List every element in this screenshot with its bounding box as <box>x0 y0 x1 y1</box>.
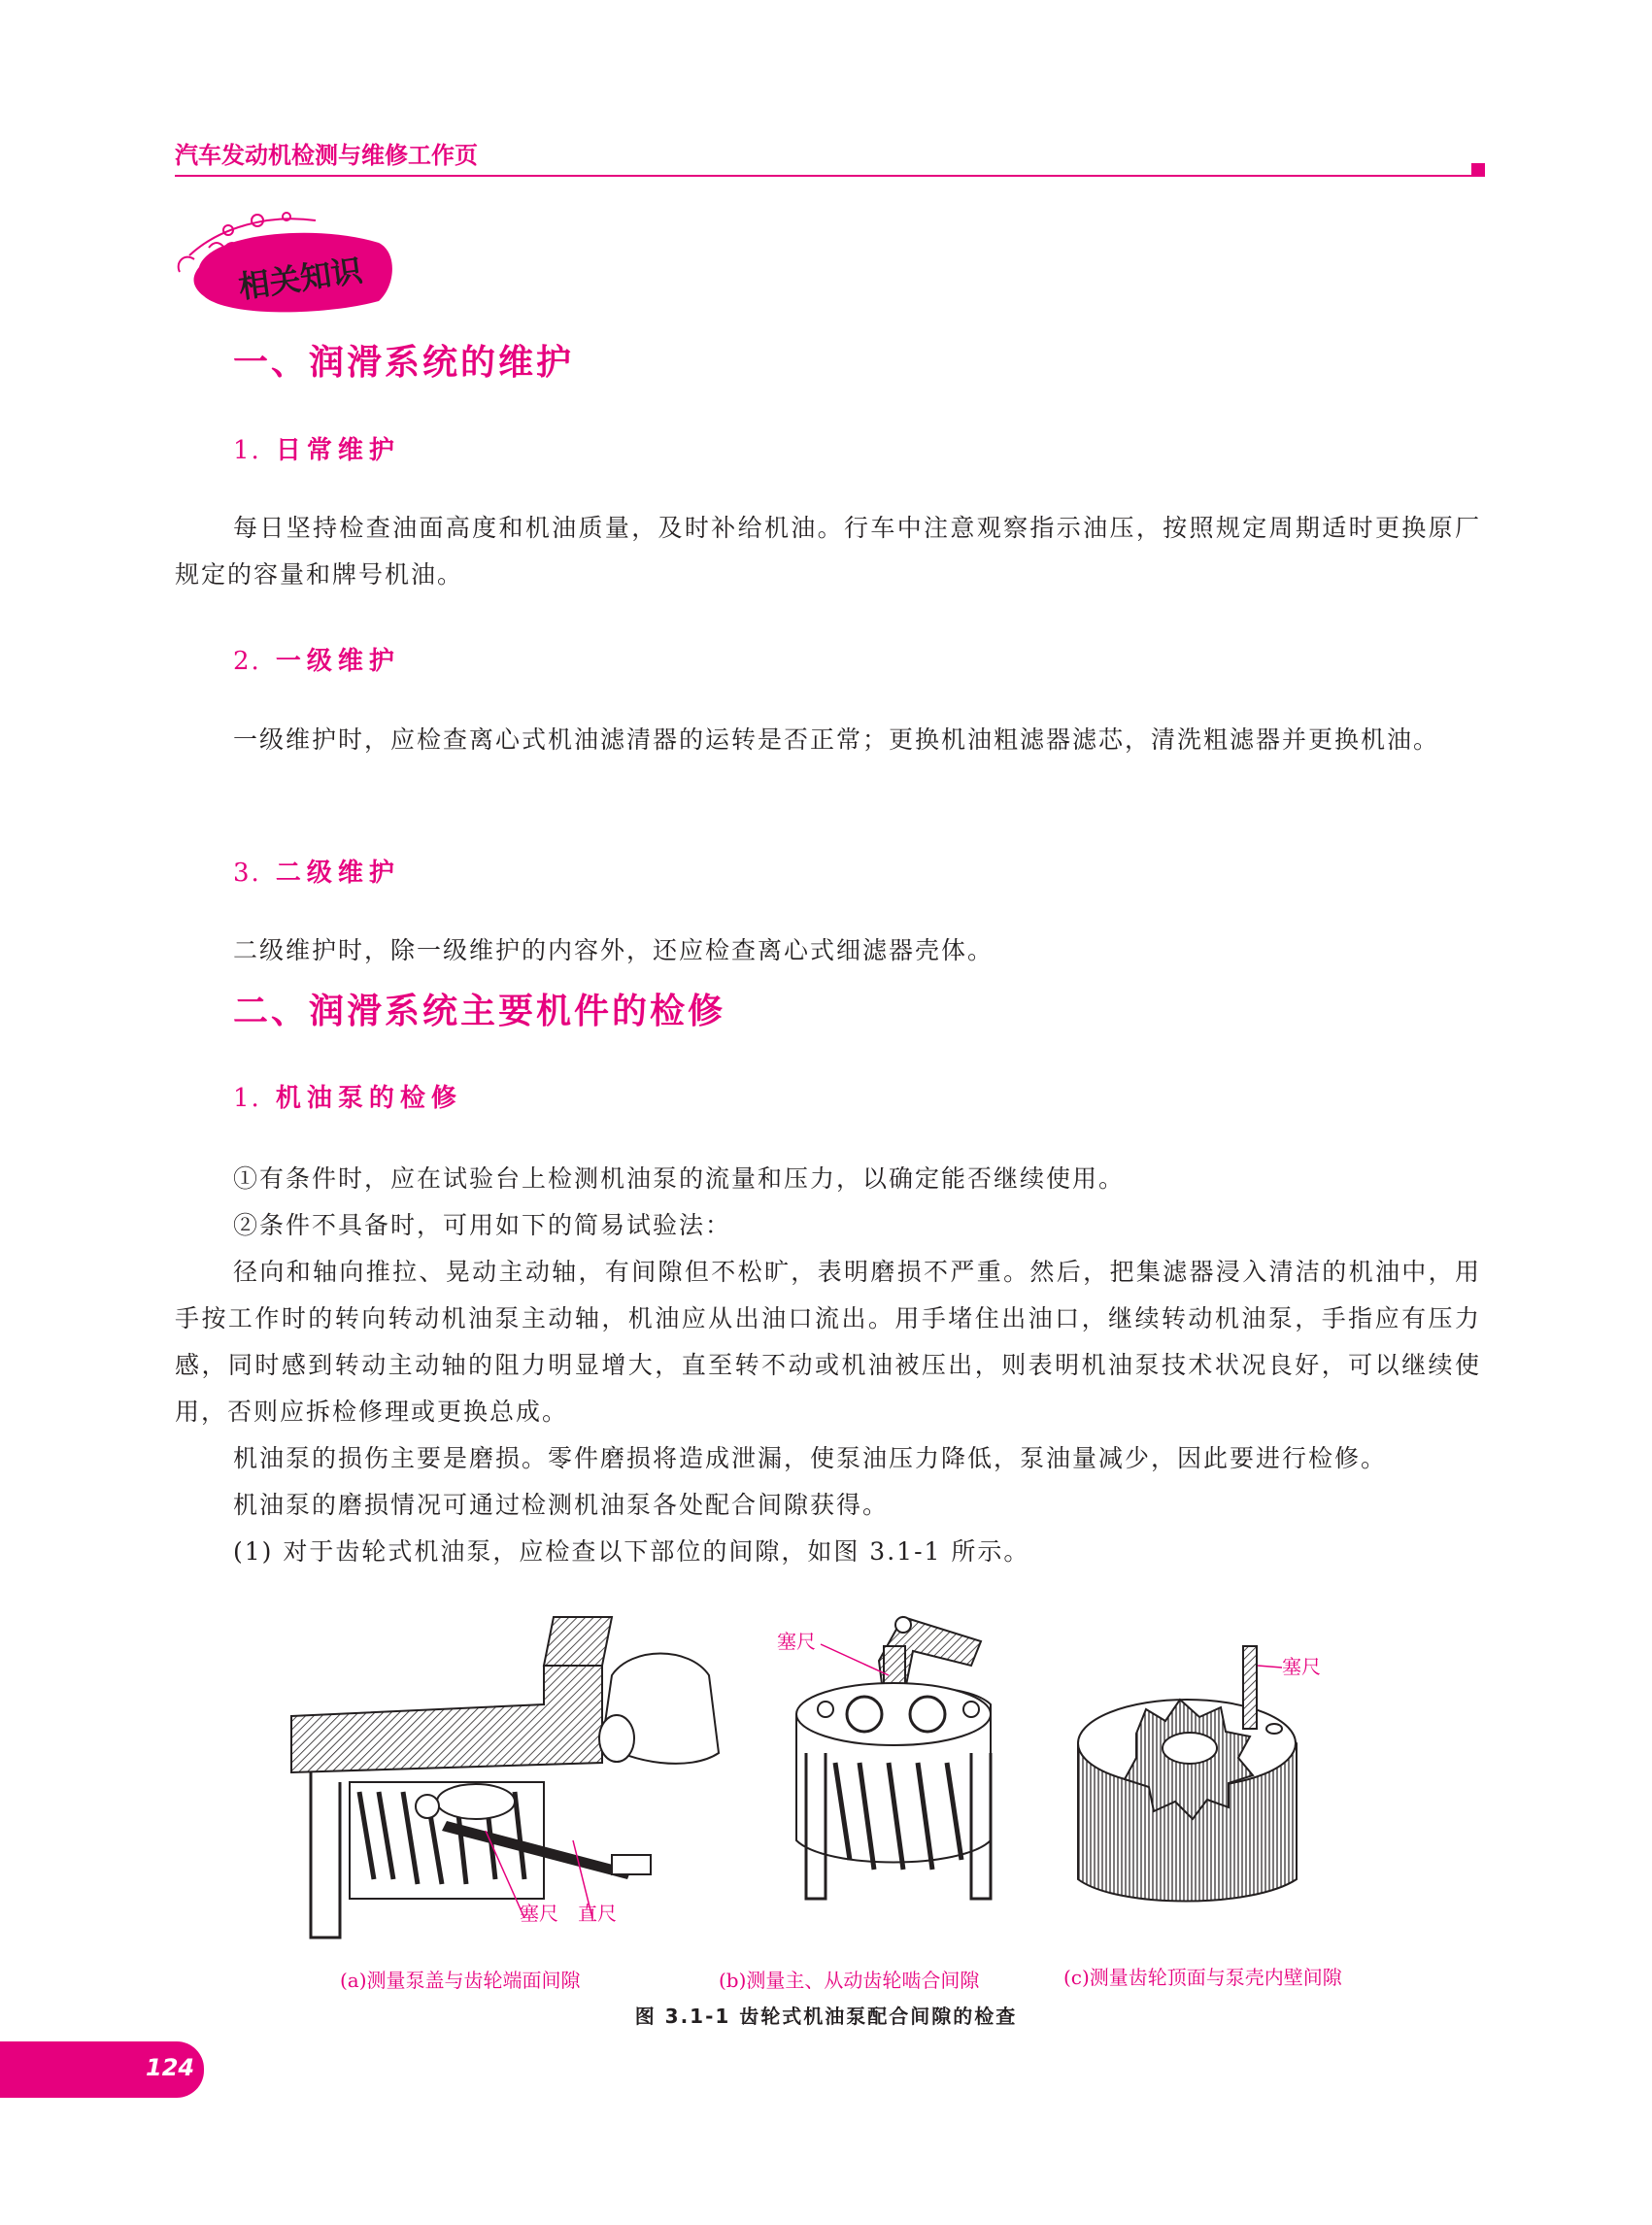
header-square <box>1471 163 1485 177</box>
figure-b-drawing <box>796 1617 991 1899</box>
header-rule <box>175 175 1481 177</box>
paragraph-first-level: 一级维护时，应检查离心式机油滤清器的运转是否正常；更换机油粗滤器滤芯，清洗粗滤器并更换机油。 <box>233 725 1440 754</box>
subsection-oil-pump <box>233 1078 462 1114</box>
subsection-first-level <box>233 641 400 677</box>
subsection-number: 2. <box>233 647 261 676</box>
figure-title: 图 3.1-1 齿轮式机油泵配合间隙的检查 <box>634 2005 1018 2028</box>
paragraph-clearance: 机油泵的磨损情况可通过检测机油泵各处配合间隙获得。 <box>233 1491 890 1519</box>
paragraph-daily: 每日坚持检查油面高度和机油质量，及时补给机油。行车中注意观察指示油压，按照规定周期适时更换原厂规定的容量和牌号机油。 <box>175 514 1481 589</box>
figure-c-feeler-label: 塞尺 <box>1282 1655 1321 1678</box>
subsection-title: 日常维护 <box>275 436 400 465</box>
section-title-inspection: 二、润滑系统主要机件的检修 <box>233 992 726 1031</box>
paragraph-second-level: 二级维护时，除一级维护的内容外，还应检查离心式细滤器壳体。 <box>233 936 995 964</box>
subsection-title: 二级维护 <box>275 859 400 888</box>
subsection-second-level <box>233 853 400 889</box>
subsection-number: 1. <box>233 1084 261 1113</box>
page-number: 124 <box>146 2054 195 2081</box>
subsection-daily-maintenance <box>233 430 400 466</box>
running-header: 汽车发动机检测与维修工作页 <box>175 142 478 169</box>
subsection-number: 3. <box>233 859 261 888</box>
figure-caption-a: (a)测量泵盖与齿轮端面间隙 <box>340 1969 581 1992</box>
figure-a-ruler-label: 直尺 <box>578 1902 617 1925</box>
paragraph-test-procedure: 径向和轴向推拉、晃动主动轴，有间隙但不松旷，表明磨损不严重。然后，把集滤器浸入清洁的机油中，用手按工作时的转向转动机油泵主动轴，机油应从出油口流出。用手堵住出油口，继续转动机油泵，手指应有压力感，同时感到转动主动轴的阻力明显增大，直至转不动或机油被压出，则表明机油泵技术状况良好，可以继续使用，否则应拆检修理或更换总成。 <box>175 1258 1481 1426</box>
figure-c-drawing <box>1078 1646 1297 1902</box>
subsection-title: 机油泵的检修 <box>275 1084 462 1113</box>
subsection-number: 1. <box>233 436 261 465</box>
figure-caption-c: (c)测量齿轮顶面与泵壳内壁间隙 <box>1063 1966 1342 1989</box>
paragraph-test-bench: ①有条件时，应在试验台上检测机油泵的流量和压力，以确定能否继续使用。 <box>233 1164 1126 1193</box>
figure-b-feeler-label: 塞尺 <box>777 1630 816 1653</box>
section-title-maintenance: 一、润滑系统的维护 <box>233 343 575 383</box>
figure-a-feeler-label: 塞尺 <box>520 1902 558 1925</box>
badge-label: 相关知识 <box>236 252 365 306</box>
figure-a-drawing <box>291 1617 719 1938</box>
subsection-title: 一级维护 <box>275 647 400 676</box>
figure-caption-b: (b)测量主、从动齿轮啮合间隙 <box>719 1969 980 1992</box>
gear-pump-clearance-figure <box>282 1607 1408 1957</box>
paragraph-simple-test: ②条件不具备时，可用如下的简易试验法： <box>233 1211 732 1239</box>
paragraph-wear: 机油泵的损伤主要是磨损。零件磨损将造成泄漏，使泵油压力降低，泵油量减少，因此要进行检修。 <box>233 1444 1388 1472</box>
paragraph-gear-pump: (1) 对于齿轮式机油泵，应检查以下部位的间隙，如图 3.1-1 所示。 <box>233 1537 1030 1566</box>
